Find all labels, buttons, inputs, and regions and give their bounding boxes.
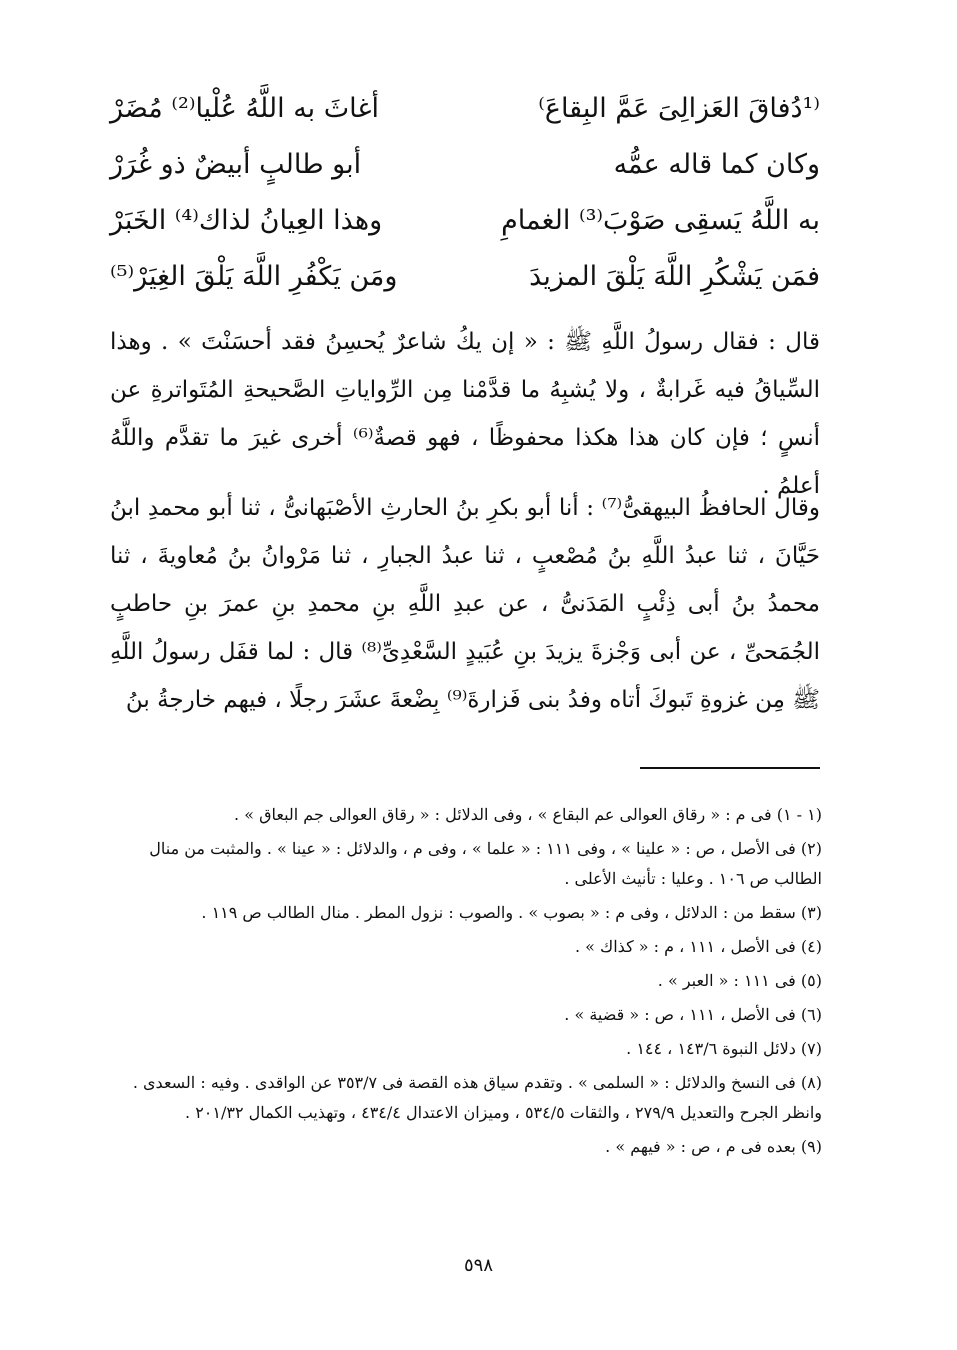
footnote: (٩) بعده فى م ، ص : « فيهم » . [605, 1137, 822, 1156]
verse-second-hemistich: وهذا العِيانُ لذاك⁽⁴⁾ الخَبَرْ [110, 204, 383, 236]
body-paragraph [110, 484, 820, 724]
verse-first-hemistich: فمَن يَشْكُرِ اللَّهَ يَلْقَ المزيدَ [529, 260, 820, 292]
verse-second-hemistich: أبو طالبٍ أبيضٌ ذو غُرَرْ [110, 148, 362, 180]
verse-second-hemistich: أغاثَ به اللَّهُ عُلْيا⁽²⁾ مُضَرْ [110, 92, 380, 124]
footnote: (١ - ١) فى م : « رقاق العوالى عم البقاع » ، وفى الدلائل : « رقاق العوالى جم البعاق » . [234, 805, 822, 824]
body-paragraph [110, 318, 820, 510]
footnote: (٢) فى الأصل ، ص : « علينا » ، وفى ١١١ : « علما » ، وفى م ، والدلائل : « عينا » . والمثبت من منال الطالب ص ١٠٦ . وعليا : تأنيث الأعلى . [149, 839, 822, 888]
poem-verse [110, 80, 820, 136]
footnote: (٨) فى النسخ والدلائل : « السلمى » . وتقدم سياق هذه القصة فى ٣٥٣/٧ عن الواقدى . وفيه : السعدى . وانظر الجرح والتعديل ٢٧٩/٩ ، والثقات ٥٣٤/٥ ، وميزان الاعتدال ٤٣٤/٤ ، وتهذيب الكمال ٢٠١/٣٢ . [132, 1073, 822, 1122]
poem-verse [110, 248, 820, 304]
footnote: (٣) سقط من : الدلائل ، وفى م : « بصوب » . والصوب : نزول المطر . منال الطالب ص ١١٩ . [201, 903, 822, 922]
paragraph-text: قال : فقال رسولُ اللَّهِ ﷺ : « إن يكُ شاعرٌ يُحسِنُ فقد أحسَنْتَ » . وهذا السِّياقُ فيه غَرابةٌ ، ولا يُشبِهُ ما قدَّمْنا مِن الرِّواياتِ الصَّحيحةِ المُتَواترةِ عن أنسٍ ؛ فإن كان هذا هكذا محفوظًا ، فهو قصةٌ⁽⁶⁾ أخرى غيرَ ما تقدَّم واللَّهُ أعلمُ . [110, 329, 820, 499]
footnote: (٥) فى ١١١ : « العبر » . [657, 971, 822, 990]
footnote: (٧) دلائل النبوة ١٤٣/٦ ، ١٤٤ . [626, 1039, 822, 1058]
verse-first-hemistich: وكان كما قاله عمُّه [613, 148, 820, 180]
poem-verse [110, 136, 820, 192]
poem-verse [110, 192, 820, 248]
poem [110, 80, 820, 304]
verse-second-hemistich: ومَن يَكْفُرِ اللَّهَ يَلْقَ الغِيَرْ⁽⁵⁾ [110, 260, 398, 292]
page-number: ٥٩٨ [463, 1255, 493, 1276]
verse-first-hemistich: ⁽¹دُفاقَ العَزالِىَ عَمَّ البِقاعَ⁾ [538, 92, 820, 124]
verse-first-hemistich: به اللَّهُ يَسقِى صَوْبَ⁽³⁾ الغمامِ [501, 204, 820, 236]
footnotes [110, 800, 822, 1166]
footnote: (٦) فى الأصل ، ١١١ ، ص : « قضية » . [564, 1005, 822, 1024]
footnote-separator [640, 767, 820, 769]
footnote: (٤) فى الأصل ، ١١١ ، م : « كذاك » . [574, 937, 822, 956]
paragraph-text: وقال الحافظُ البيهقىُّ⁽⁷⁾ : أنا أبو بكرِ بنُ الحارثِ الأصْبَهانىُّ ، ثنا أبو محمدِ ابنُ حَيَّانَ ، ثنا عبدُ اللَّهِ بنُ مُصْعبٍ ، ثنا عبدُ الجبارِ ، ثنا مَرْوانُ بنُ مُعاويةَ ، ثنا محمدُ بنُ أبى ذِئْبٍ المَدَنىُّ ، عن عبدِ اللَّهِ بنِ محمدِ بنِ عمرَ بنِ حاطبٍ الجُمَحىِّ ، عن أبى وَجْزةَ يزيدَ بنِ عُبَيدٍ السَّعْدِىِّ⁽⁸⁾ قال : لما قفَل رسولُ اللَّهِ ﷺ مِن غزوةِ تَبوكَ أتاه وفدُ بنى فَزارةَ⁽⁹⁾ بِضْعةَ عشَرَ رجلًا ، فيهم خارجةُ بنُ [110, 495, 821, 713]
